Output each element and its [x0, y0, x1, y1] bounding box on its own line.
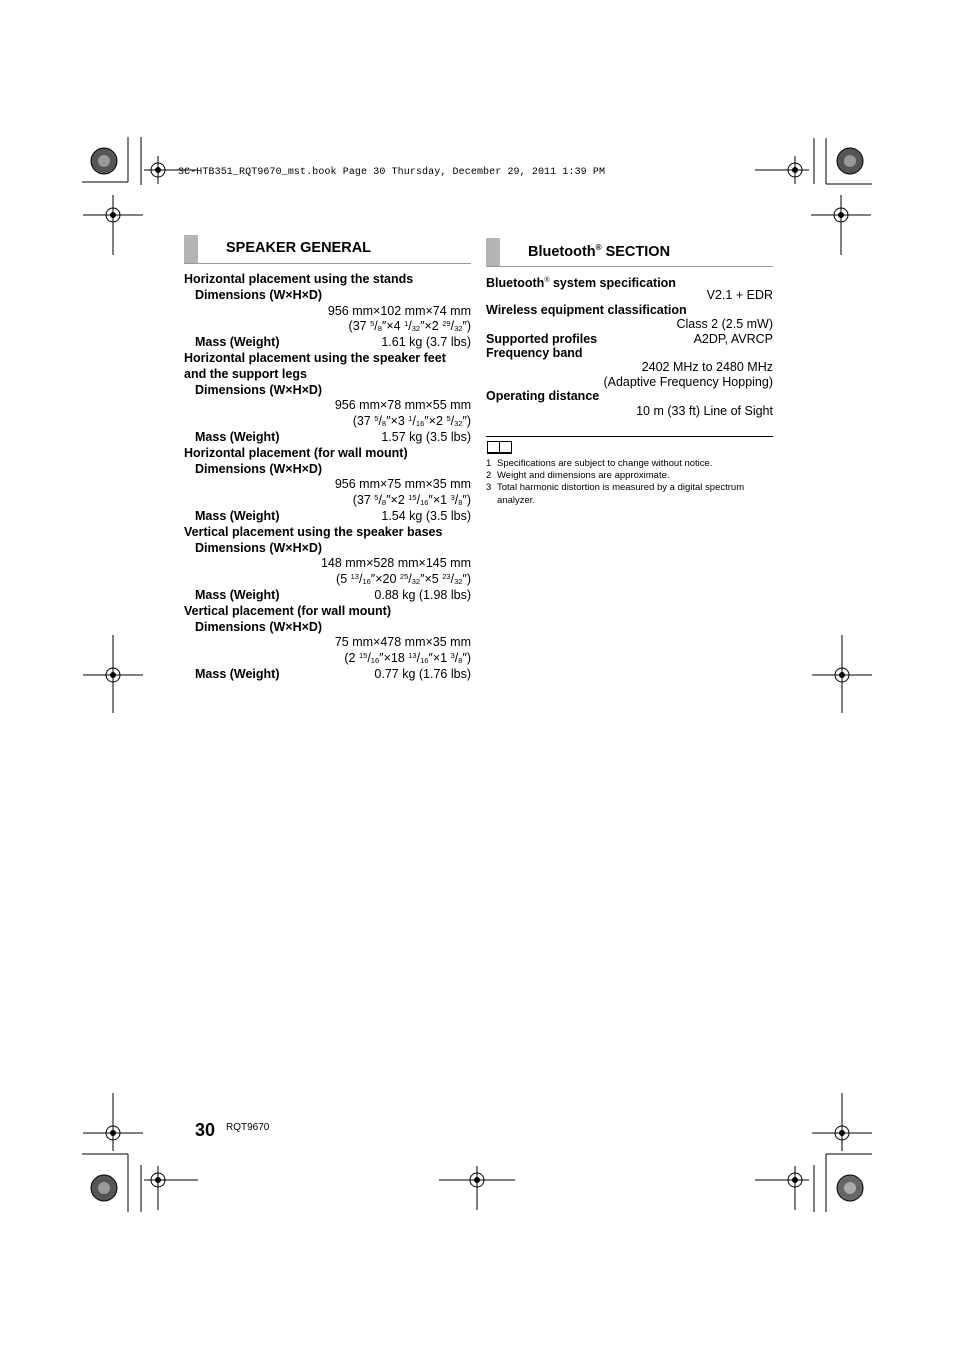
bluetooth-section-header [486, 238, 773, 267]
spec-row [486, 332, 773, 346]
spec-row [184, 335, 471, 351]
speaker-spec-list [184, 272, 471, 683]
spec-label: Operating distance [486, 389, 600, 404]
speaker-section-title: SPEAKER GENERAL [226, 240, 372, 256]
spec-row [184, 588, 471, 604]
footnotes [486, 458, 776, 507]
footnote-1: 1 Specifications are subject to change without notice. [486, 458, 713, 469]
spec-heading: Vertical placement using the speaker bases [184, 524, 443, 539]
bluetooth-spec-list [486, 274, 773, 418]
spec-value: 10 m (33 ft) Line of Sight [636, 403, 773, 418]
spec-value: 956 mm×78 mm×55 mm [334, 398, 471, 413]
spec-value: 0.77 kg (1.76 lbs) [374, 666, 471, 681]
spec-label: Mass (Weight) [195, 429, 280, 444]
spec-value: 0.88 kg (1.98 lbs) [374, 587, 471, 602]
spec-label: Dimensions (W×H×D) [195, 382, 323, 397]
spec-label: Supported profiles [486, 331, 598, 346]
spec-label: Frequency band [486, 345, 583, 360]
spec-value: (Adaptive Frequency Hopping) [603, 374, 773, 389]
spec-value-inch: (37 $^5/_8''\times 2$ $^{15}/_{16}''\times 1$ $^3/_8''$) [352, 493, 471, 508]
spec-value: 956 mm×75 mm×35 mm [334, 477, 471, 492]
spec-row [184, 430, 471, 446]
spec-label: Dimensions (W×H×D) [195, 619, 323, 634]
spec-value: A2DP, AVRCP [693, 331, 773, 346]
spec-value: 1.54 kg (3.5 lbs) [381, 508, 471, 523]
speaker-section-header [184, 235, 471, 264]
spec-heading: Horizontal placement (for wall mount) [184, 445, 408, 460]
bluetooth-section-title: Bluetooth® SECTION [528, 243, 671, 260]
spec-label: Bluetooth® system specification [486, 276, 676, 291]
footnote-2: 2 Weight and dimensions are approximate. [486, 470, 670, 482]
spec-value: 1.61 kg (3.7 lbs) [381, 335, 471, 350]
spec-value: Class 2 (2.5 mW) [676, 317, 773, 332]
spec-label: Mass (Weight) [195, 508, 280, 523]
spec-heading: Horizontal placement using the speaker feet [184, 350, 446, 365]
spec-value-inch: (5 $^{13}/_{16}''\times 20$ $^{25}/_{32}''\times 5$ $^{23}/_{32}''$) [336, 572, 471, 587]
spec-label: Mass (Weight) [195, 666, 280, 681]
spec-value: 1.57 kg (3.5 lbs) [381, 429, 471, 444]
book-header: SC-HTB351_RQT9670_mst.book Page 30 Thursday, December 29, 2011 1:39 PM [178, 167, 606, 178]
spec-label: Dimensions (W×H×D) [195, 287, 323, 302]
spec-label: Wireless equipment classification [486, 302, 687, 317]
spec-value: 148 mm×528 mm×145 mm [320, 556, 471, 571]
spec-label: Mass (Weight) [195, 335, 280, 350]
spec-row [184, 509, 471, 525]
spec-value: 2402 MHz to 2480 MHz [641, 360, 773, 375]
spec-row [184, 667, 471, 683]
spec-value-inch: (2 $^{15}/_{16}''\times 18$ $^{13}/_{16}''\times 1$ $^3/_8''$) [344, 651, 471, 666]
spec-value-inch: (37 $^5/_8''\times 4$ $^1/_{32}''\times 2$ $^{29}/_{32}''$) [348, 319, 471, 334]
spec-value: 75 mm×478 mm×35 mm [334, 635, 471, 650]
notes-divider [486, 436, 773, 437]
spec-heading: Vertical placement (for wall mount) [184, 603, 391, 618]
spec-label: Dimensions (W×H×D) [195, 540, 323, 555]
footnote-3: 3 Total harmonic distortion is measured by a digital spectrum analyzer. [486, 482, 745, 506]
spec-value: 956 mm×102 mm×74 mm [327, 303, 471, 318]
open-book-icon [487, 441, 513, 454]
spec-value: V2.1 + EDR [706, 288, 773, 303]
spec-label: Mass (Weight) [195, 587, 280, 602]
document-code: RQT9670 [226, 1122, 270, 1133]
spec-heading: Horizontal placement using the stands [184, 272, 414, 286]
spec-label: Dimensions (W×H×D) [195, 461, 323, 476]
spec-value-inch: (37 $^5/_8''\times 3$ $^1/_{16}''\times 2$ $^5/_{32}''$) [352, 414, 471, 429]
spec-heading: and the support legs [184, 366, 307, 381]
page-number: 30 [195, 1120, 216, 1140]
